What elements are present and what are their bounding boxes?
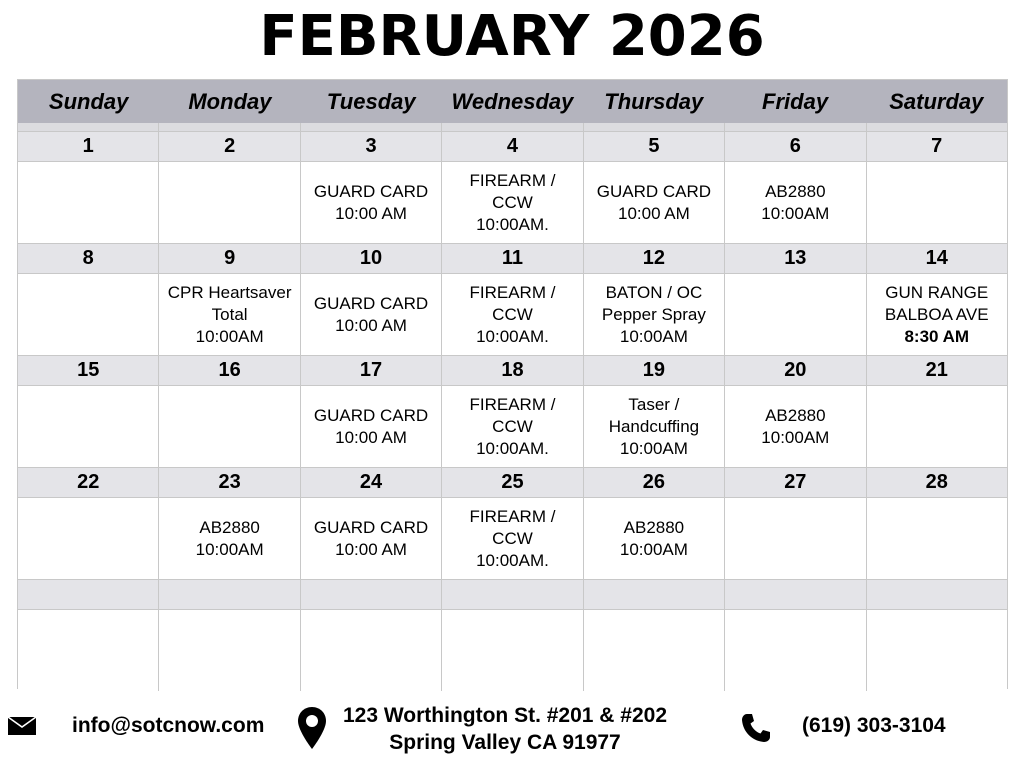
- event-text: Handcuffing: [608, 416, 700, 436]
- day-cell: [867, 386, 1007, 467]
- day-number: 25: [442, 468, 583, 497]
- day-cell: [18, 386, 159, 467]
- event-text: 10:00AM: [619, 438, 688, 458]
- day-cell[interactable]: [159, 274, 300, 355]
- footer-phone[interactable]: (619) 303-3104: [802, 714, 946, 737]
- day-number: 26: [584, 468, 725, 497]
- event-text: CCW: [492, 304, 533, 324]
- day-number: 5: [584, 132, 725, 161]
- event-text: CCW: [492, 192, 533, 212]
- calendar-week: [18, 467, 1007, 579]
- day-cell: [867, 610, 1007, 691]
- day-number: 15: [18, 356, 159, 385]
- weekday-header: [18, 80, 1007, 123]
- event-text: 10:00 AM: [335, 315, 407, 335]
- event-text: 10:00AM: [761, 427, 830, 447]
- day-cell: [867, 162, 1007, 243]
- event-text: 8:30 AM: [904, 326, 970, 346]
- weekday-wednesday: Wednesday: [451, 88, 574, 114]
- event-row: [18, 609, 1007, 691]
- day-number-row: [18, 355, 1007, 385]
- event-text: AB2880: [765, 405, 826, 425]
- day-cell[interactable]: [442, 274, 583, 355]
- day-number: [725, 580, 866, 609]
- day-number: 21: [925, 359, 948, 381]
- day-number: [584, 580, 725, 609]
- day-cell[interactable]: [584, 162, 725, 243]
- day-number: 20: [725, 356, 866, 385]
- event-text: Pepper Spray: [601, 304, 706, 324]
- day-number: 11: [442, 244, 583, 273]
- event-text: Taser /: [628, 394, 680, 414]
- day-number: 28: [925, 471, 948, 493]
- event-text: 10:00AM.: [476, 438, 549, 458]
- weekday-monday: Monday: [188, 88, 272, 114]
- day-number: 6: [725, 132, 866, 161]
- event-text: 10:00AM: [619, 539, 688, 559]
- day-cell: [18, 162, 159, 243]
- weekday-tuesday: Tuesday: [326, 88, 416, 114]
- day-cell[interactable]: [301, 162, 442, 243]
- day-cell: [725, 498, 866, 579]
- day-cell: [301, 610, 442, 691]
- envelope-icon: [7, 716, 37, 736]
- day-cell: [18, 498, 159, 579]
- day-cell: [18, 610, 159, 691]
- event-text: GUARD CARD: [313, 293, 429, 313]
- event-text: 10:00AM: [619, 326, 688, 346]
- event-text: GUN RANGE: [885, 282, 989, 302]
- weekday-friday: Friday: [762, 88, 829, 114]
- event-text: CCW: [492, 528, 533, 548]
- event-text: 10:00AM.: [476, 214, 549, 234]
- day-cell[interactable]: [867, 274, 1007, 355]
- event-text: 10:00AM: [195, 539, 264, 559]
- weekday-saturday: Saturday: [889, 88, 984, 114]
- day-cell[interactable]: [442, 498, 583, 579]
- day-cell[interactable]: [442, 386, 583, 467]
- event-text: FIREARM /: [469, 506, 556, 526]
- event-text: 10:00 AM: [617, 203, 690, 223]
- day-number: 24: [301, 468, 442, 497]
- day-number: 19: [584, 356, 725, 385]
- day-number: 8: [18, 244, 159, 273]
- calendar-week: [18, 131, 1007, 243]
- day-number: [18, 580, 159, 609]
- day-number: 13: [725, 244, 866, 273]
- day-number: 16: [159, 356, 300, 385]
- day-number: 1: [18, 132, 159, 161]
- calendar-week: [18, 579, 1007, 691]
- event-text: GUARD CARD: [596, 181, 712, 201]
- weekday-sunday: Sunday: [48, 88, 129, 114]
- day-number: [867, 580, 1007, 609]
- day-number-row: [18, 579, 1007, 609]
- event-text: 10:00 AM: [335, 539, 407, 559]
- day-cell: [442, 610, 583, 691]
- event-text: 10:00AM: [195, 326, 264, 346]
- header-strip: [18, 123, 1007, 131]
- day-number: 3: [301, 132, 442, 161]
- day-number: 4: [442, 132, 583, 161]
- calendar-grid: [17, 79, 1008, 689]
- day-cell[interactable]: [725, 386, 866, 467]
- page-title: FEBRUARY 2026: [259, 4, 765, 69]
- footer-address: [335, 702, 675, 756]
- event-text: CPR Heartsaver: [167, 282, 292, 302]
- event-text: BALBOA AVE: [884, 304, 989, 324]
- day-number: 22: [18, 468, 159, 497]
- event-row: [18, 385, 1007, 467]
- day-cell[interactable]: [584, 274, 725, 355]
- event-text: 10:00AM.: [476, 326, 549, 346]
- event-text: AB2880: [765, 181, 826, 201]
- day-cell: [725, 274, 866, 355]
- day-cell[interactable]: [584, 498, 725, 579]
- event-text: FIREARM /: [469, 170, 556, 190]
- event-text: Total: [211, 304, 248, 324]
- day-number-row: [18, 243, 1007, 273]
- day-number-row: [18, 467, 1007, 497]
- event-row: [18, 161, 1007, 243]
- event-text: 10:00AM: [761, 203, 830, 223]
- day-number: 18: [442, 356, 583, 385]
- day-cell: [867, 498, 1007, 579]
- footer-address-line2: Spring Valley CA 91977: [389, 731, 621, 754]
- event-text: BATON / OC: [605, 282, 703, 302]
- day-number: [442, 580, 583, 609]
- event-text: GUARD CARD: [313, 405, 429, 425]
- event-text: 10:00AM.: [476, 550, 549, 570]
- day-cell: [159, 610, 300, 691]
- event-text: 10:00 AM: [335, 427, 407, 447]
- day-cell: [584, 610, 725, 691]
- event-text: CCW: [492, 416, 533, 436]
- day-cell: [18, 274, 159, 355]
- event-text: FIREARM /: [469, 394, 556, 414]
- day-cell[interactable]: [442, 162, 583, 243]
- event-row: [18, 273, 1007, 355]
- day-number: 10: [301, 244, 442, 273]
- event-text: 10:00 AM: [335, 203, 407, 223]
- footer-email[interactable]: info@sotcnow.com: [72, 714, 265, 737]
- day-number: [159, 580, 300, 609]
- event-row: [18, 497, 1007, 579]
- calendar-week: [18, 355, 1007, 467]
- day-number: 14: [925, 247, 948, 269]
- day-number: 9: [159, 244, 300, 273]
- day-number: 2: [159, 132, 300, 161]
- map-pin-icon: [297, 706, 327, 750]
- weekday-thursday: Thursday: [604, 88, 704, 114]
- day-cell: [725, 610, 866, 691]
- event-text: GUARD CARD: [313, 181, 429, 201]
- event-text: AB2880: [199, 517, 260, 537]
- day-cell[interactable]: [584, 386, 725, 467]
- day-cell[interactable]: [301, 498, 442, 579]
- day-cell[interactable]: [725, 162, 866, 243]
- day-number: 23: [159, 468, 300, 497]
- day-cell[interactable]: [159, 498, 300, 579]
- event-text: FIREARM /: [469, 282, 556, 302]
- day-cell[interactable]: [301, 386, 442, 467]
- day-number: 7: [931, 135, 943, 157]
- day-number: 12: [584, 244, 725, 273]
- calendar-week: [18, 243, 1007, 355]
- day-cell[interactable]: [301, 274, 442, 355]
- day-number: 27: [725, 468, 866, 497]
- event-text: AB2880: [623, 517, 685, 537]
- phone-icon: [740, 712, 772, 744]
- day-cell: [159, 386, 300, 467]
- day-number: 17: [301, 356, 442, 385]
- footer-address-line1: 123 Worthington St. #201 & #202: [342, 704, 668, 727]
- event-text: GUARD CARD: [313, 517, 429, 537]
- day-number: [301, 580, 442, 609]
- day-cell: [159, 162, 300, 243]
- day-number-row: [18, 131, 1007, 161]
